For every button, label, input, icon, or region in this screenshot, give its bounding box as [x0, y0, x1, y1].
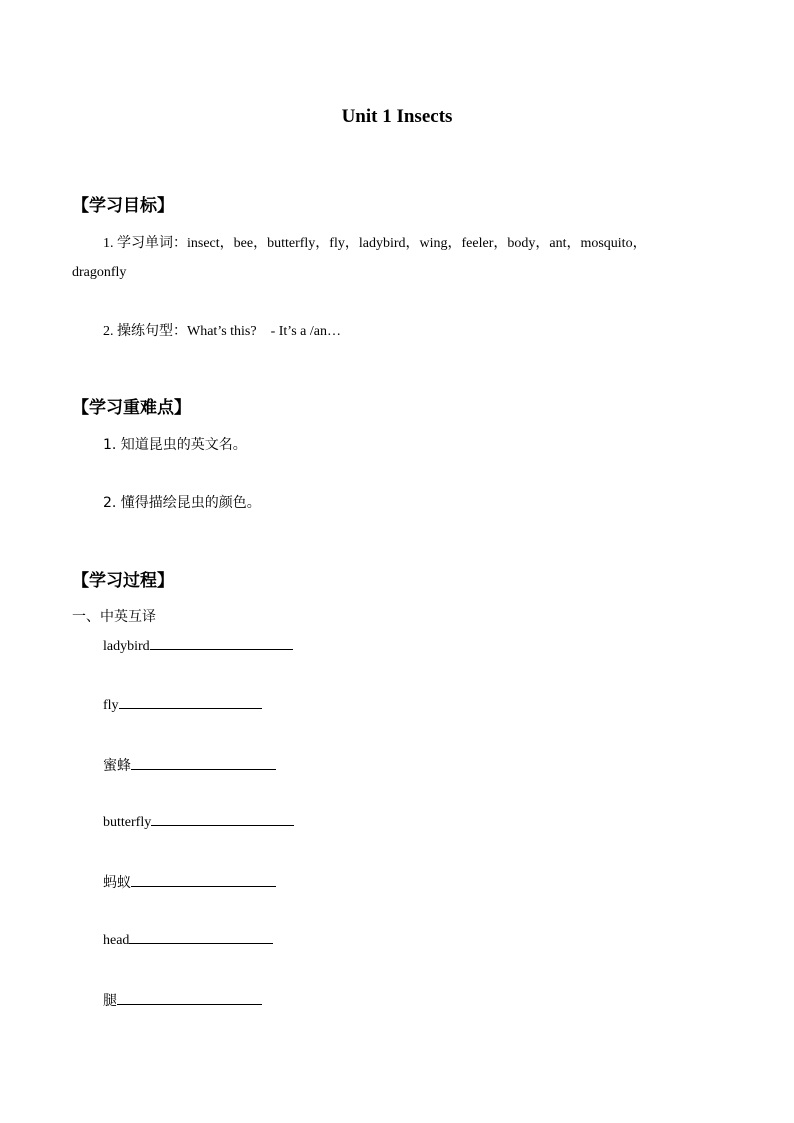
- page-title: Unit 1 Insects: [341, 106, 453, 127]
- answer-blank[interactable]: [131, 768, 276, 770]
- objective-item-1: [103, 234, 647, 253]
- objective-item-2-label: 操练句型：: [117, 323, 187, 339]
- process-heading: 【学习过程】: [72, 571, 174, 591]
- translation-item-head: [103, 933, 273, 949]
- answer-blank[interactable]: [119, 707, 262, 709]
- objective-item-2-number: 2.: [103, 324, 114, 339]
- objective-item-1-number: 1.: [103, 236, 114, 251]
- answer-blank[interactable]: [129, 942, 273, 944]
- translation-section-title: 一、中英互译: [72, 609, 156, 625]
- translation-item-butterfly: [103, 815, 294, 831]
- answer-blank[interactable]: [117, 1003, 262, 1005]
- translation-term: butterfly: [103, 815, 152, 830]
- answer-blank[interactable]: [151, 824, 294, 826]
- translation-item-fly: [103, 698, 262, 714]
- translation-term: ladybird: [103, 639, 150, 654]
- key-points-heading: 【学习重难点】: [72, 398, 191, 418]
- objective-item-1-label: 学习单词：: [117, 235, 187, 251]
- objectives-heading: 【学习目标】: [72, 196, 174, 216]
- key-point-item-2: 2. 懂得描绘昆虫的颜色。: [103, 495, 261, 511]
- translation-item-bee: [103, 755, 276, 775]
- translation-item-ladybird: [103, 639, 293, 655]
- objective-item-1-continued: dragonfly: [72, 265, 127, 280]
- answer-blank[interactable]: [150, 648, 293, 650]
- translation-term: fly: [103, 698, 119, 713]
- answer-blank[interactable]: [131, 885, 276, 887]
- objective-item-1-words: insect，bee，butterfly，fly，ladybird，wing，feeler，body，ant，mosquito，: [187, 236, 647, 251]
- objective-item-2: [103, 322, 341, 341]
- key-point-item-1: 1. 知道昆虫的英文名。: [103, 437, 247, 453]
- translation-term: head: [103, 933, 130, 948]
- translation-term: 腿: [103, 993, 117, 1009]
- objective-item-2-text: What’s this? - It’s a /an…: [187, 324, 341, 339]
- translation-item-ant: [103, 872, 276, 892]
- translation-term: 蚂蚁: [103, 875, 131, 891]
- translation-item-leg: [103, 990, 262, 1010]
- translation-term: 蜜蜂: [103, 758, 131, 774]
